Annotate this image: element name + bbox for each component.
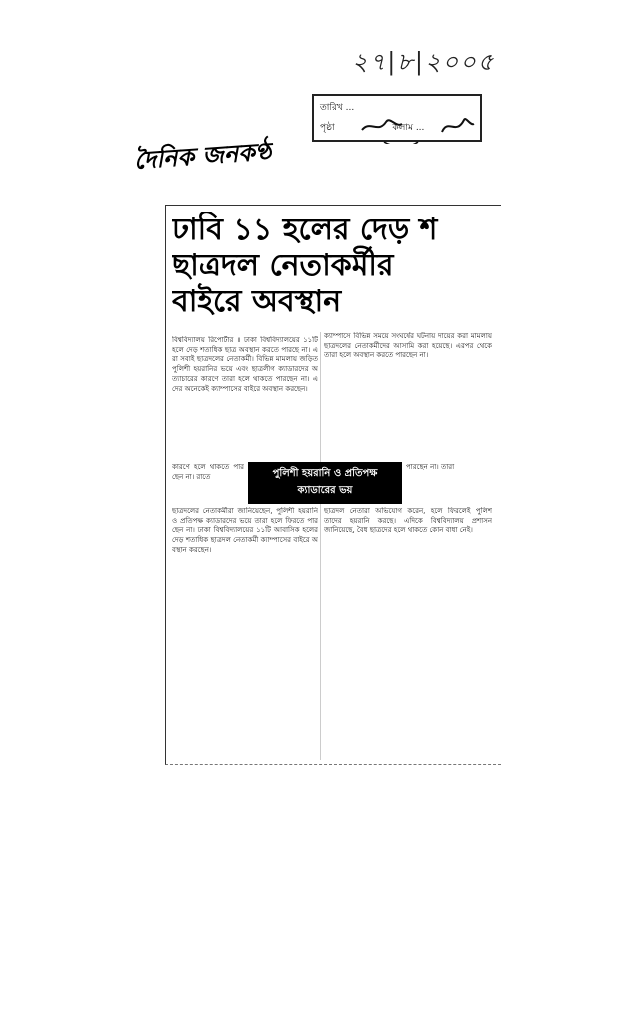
headline-line-3: বাইরে অবস্থান: [172, 284, 342, 319]
inset-line-1: পুলিশী হয়রানি ও প্রতিপক্ষ: [272, 468, 378, 479]
archive-stamp: [312, 94, 482, 142]
body-column-2-top: ক্যাম্পাসে বিভিন্ন সময়ে সংঘর্ষের ঘটনায় দায়ের করা মামলায় ছাত্রদলের নেতাকর্মীদের আসামি করা হয়েছে। এরপর থেকে তারা হলে অবস্থান করতে পারছেন না।: [324, 332, 492, 360]
body-column-2-beside-inset: পারছেন না। তারা: [406, 463, 455, 471]
stamp-date-label: তারিখ ...: [320, 103, 355, 113]
handwritten-date: ২৭|৮|২০০৫: [352, 48, 496, 76]
stamp-page-label: পৃষ্ঠা: [320, 123, 335, 133]
headline-line-1: ঢাবি ১১ হলের দেড় শ: [172, 212, 438, 247]
newspaper-name: দৈনিক জনকণ্ঠ: [132, 137, 273, 175]
body-column-1-beside-inset: কারণে হলে থাকতে পারছেন না। রাতে: [172, 463, 244, 481]
body-column-2-bottom: ছাত্রদল নেতারা অভিযোগ করেন, হলে ফিরলেই পুলিশ তাদের হয়রানি করছে। এদিকে বিশ্ববিদ্যালয় প্রশাসন জানিয়েছে, বৈধ ছাত্রদের হলে থাকতে কোন বাধা নেই।: [324, 507, 492, 535]
column-divider: [320, 332, 321, 760]
inset-line-2: ক্যাডারের ভয়: [297, 485, 353, 496]
headline: [172, 212, 494, 324]
headline-line-2: ছাত্রদল নেতাকর্মীর: [172, 248, 394, 283]
body-column-1-bottom: ছাত্রদলের নেতাকর্মীরা জানিয়েছেন, পুলিশী হয়রানি ও প্রতিপক্ষ ক্যাডারদের ভয়ে তারা হলে ফিরতে পারছেন না। ঢাকা বিশ্ববিদ্যালয়ের ১১টি আবাসিক হলের দেড় শতাধিক ছাত্রদল নেতাকর্মী ক্যাম্পাসের বাইরে অবস্থান করছেন।: [172, 507, 318, 554]
body-column-1-top: বিশ্ববিদ্যালয় রিপোর্টার ॥ ঢাকা বিশ্ববিদ্যালয়ের ১১টি হলে দেড় শতাধিক ছাত্র অবস্থান করতে পারছে না। এরা সবাই ছাত্রদলের নেতাকর্মী। বিভিন্ন মামলায় জড়িত পুলিশী হয়রানির ভয়ে এবং ছাত্রলীগ ক্যাডারদের অত্যাচারের কারণে তারা হলে থাকতে পারছেন না। এদের অনেকেই ক্যাম্পাসের বাইরে অবস্থান করছেন।: [172, 336, 318, 393]
stamp-handwriting-marks: [314, 96, 484, 144]
inset-subheading: [248, 462, 402, 504]
stamp-column-label: কলাম ...: [392, 123, 425, 133]
